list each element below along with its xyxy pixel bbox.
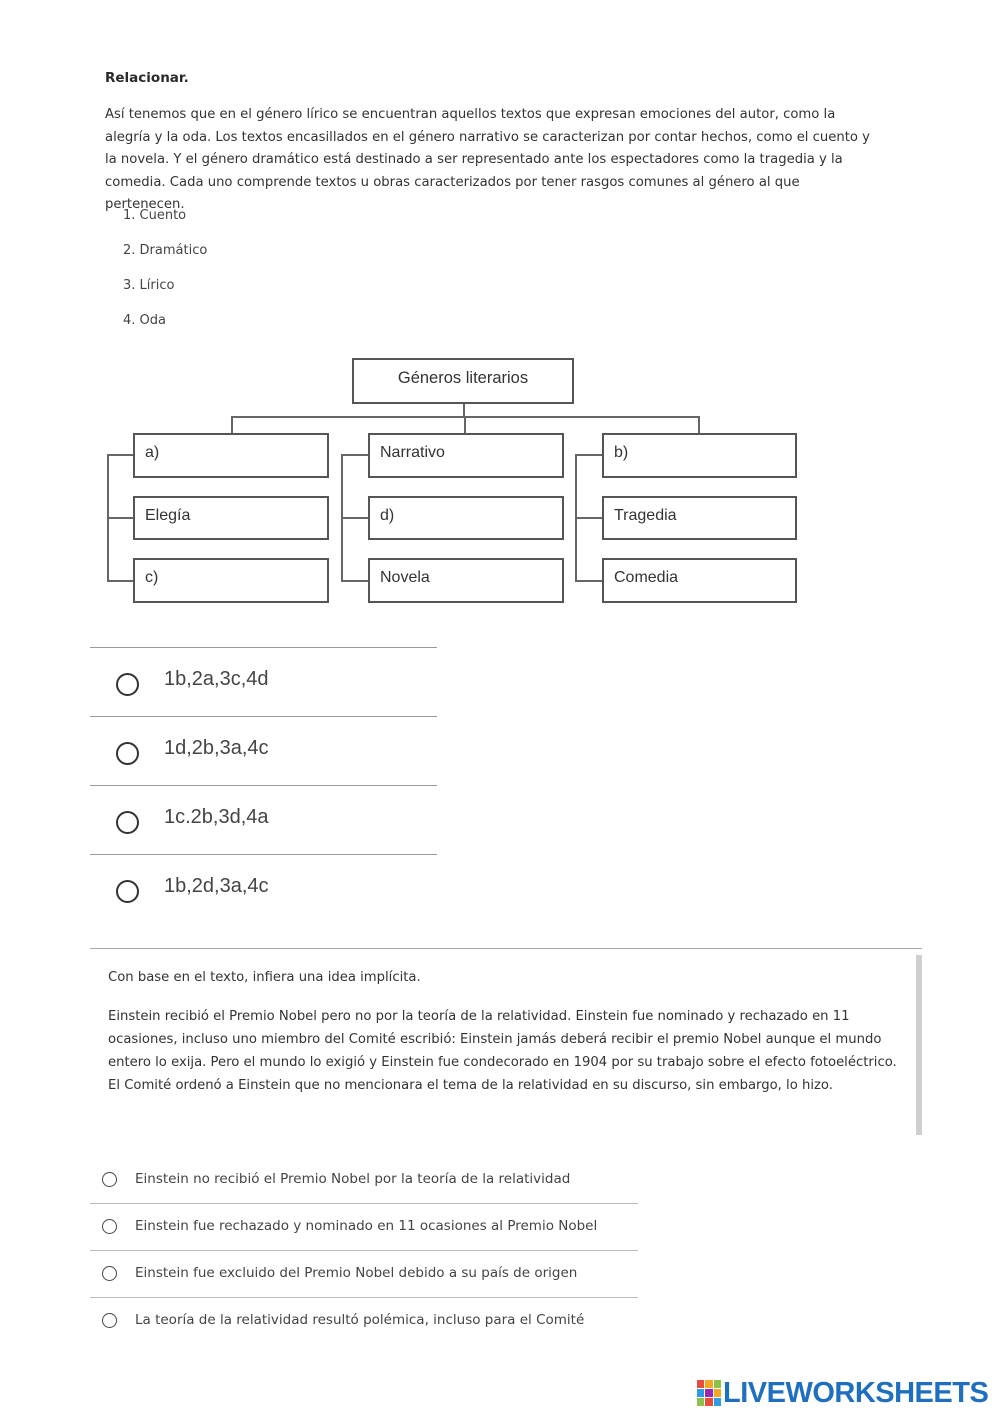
logo-mark-cell (697, 1380, 704, 1388)
logo-text: LIVEWORKSHEETS (723, 1376, 989, 1409)
list-item: 2. Dramático (123, 243, 208, 258)
diagram-box: d) (368, 496, 564, 540)
option-label: 1b,2a,3c,4d (164, 668, 269, 690)
option-label: 1d,2b,3a,4c (164, 737, 269, 759)
bracket-line (341, 454, 368, 456)
option-label: 1b,2d,3a,4c (164, 875, 269, 897)
option-label: La teoría de la relatividad resultó polémica, incluso para el Comité (135, 1312, 585, 1328)
answer-option[interactable] (90, 716, 437, 785)
bracket-line (107, 580, 134, 582)
section-divider (90, 948, 922, 949)
radio-icon[interactable] (116, 880, 139, 903)
answer-option[interactable] (90, 854, 437, 923)
scrollbar[interactable] (916, 955, 922, 1135)
answer-option[interactable] (90, 1251, 638, 1298)
diagram-box: Tragedia (602, 496, 797, 540)
option-label: Einstein fue rechazado y nominado en 11 ocasiones al Premio Nobel (135, 1218, 598, 1234)
einstein-paragraph: Einstein recibió el Premio Nobel pero no por la teoría de la relatividad. Einstein fue nominado y rechazado en 11 ocasiones, incluso uno miembro del Comité escribió: Einstein jamás deberá recibir el premio Nobel aunque el mundo entero lo exija. Pero el mundo lo exigió y Einstein fue condecorado en 1904 por su trabajo sobre el efecto fotoeléctrico. El Comité ordenó a Einstein que no mencionara el tema de la relatividad en su discurso, sin embargo, lo hizo. (108, 1009, 897, 1093)
diagram-box: Narrativo (368, 433, 564, 478)
bracket-line (575, 580, 602, 582)
logo-mark-cell (714, 1380, 721, 1388)
connector-line (464, 416, 466, 434)
section-title: Relacionar. (105, 70, 189, 86)
list-item: 3. Lírico (123, 278, 175, 293)
connector-line (231, 416, 233, 434)
logo-mark-cell (705, 1389, 712, 1397)
radio-icon[interactable] (116, 811, 139, 834)
bracket-line (107, 517, 134, 519)
logo-mark-cell (714, 1389, 721, 1397)
logo-mark-cell (697, 1398, 704, 1406)
question-prompt: Con base en el texto, infiera una idea implícita. (108, 970, 421, 985)
bracket-line (341, 517, 368, 519)
answer-option[interactable] (90, 1204, 638, 1251)
diagram-root-box: Géneros literarios (352, 358, 574, 404)
liveworksheets-logo (697, 1377, 988, 1409)
answer-option[interactable] (90, 785, 437, 854)
diagram-box: c) (133, 558, 329, 603)
option-label: 1c.2b,3d,4a (164, 806, 269, 828)
radio-icon[interactable] (102, 1219, 117, 1234)
bracket-line (575, 454, 602, 456)
radio-icon[interactable] (102, 1313, 117, 1328)
bracket-line (575, 517, 602, 519)
answer-options-1 (90, 647, 437, 923)
bracket-line (107, 454, 134, 456)
list-item: 1. Cuento (123, 208, 187, 223)
radio-icon[interactable] (102, 1266, 117, 1281)
logo-mark-cell (697, 1389, 704, 1397)
answer-option[interactable] (90, 1157, 638, 1204)
diagram-box: a) (133, 433, 329, 478)
logo-mark-cell (705, 1380, 712, 1388)
genres-paragraph: Así tenemos que en el género lírico se encuentran aquellos textos que expresan emociones del autor, como la alegría y la oda. Los textos encasillados en el género narrativo se caracterizan por contar hechos, como el cuento y la novela. Y el género dramático está destinado a ser representado ante los espectadores como la tragedia y la comedia. Cada uno comprende textos u obras caracterizados por tener rasgos comunes al género al que pertenecen. (105, 107, 870, 212)
option-label: Einstein no recibió el Premio Nobel por la teoría de la relatividad (135, 1171, 571, 1187)
radio-icon[interactable] (102, 1172, 117, 1187)
radio-icon[interactable] (116, 673, 139, 696)
diagram-box: Elegía (133, 496, 329, 540)
list-item: 4. Oda (123, 313, 166, 328)
numbered-list (123, 205, 207, 345)
bracket-line (341, 580, 368, 582)
answer-option[interactable] (90, 647, 437, 716)
connector-line (698, 416, 700, 434)
logo-mark-cell (714, 1398, 721, 1406)
answer-option[interactable] (90, 1298, 638, 1344)
logo-mark-cell (705, 1398, 712, 1406)
answer-options-2 (90, 1157, 638, 1344)
logo-mark-icon (697, 1380, 721, 1406)
diagram-box: Novela (368, 558, 564, 603)
diagram-box: Comedia (602, 558, 797, 603)
diagram-box: b) (602, 433, 797, 478)
option-label: Einstein fue excluido del Premio Nobel debido a su país de origen (135, 1265, 578, 1281)
radio-icon[interactable] (116, 742, 139, 765)
